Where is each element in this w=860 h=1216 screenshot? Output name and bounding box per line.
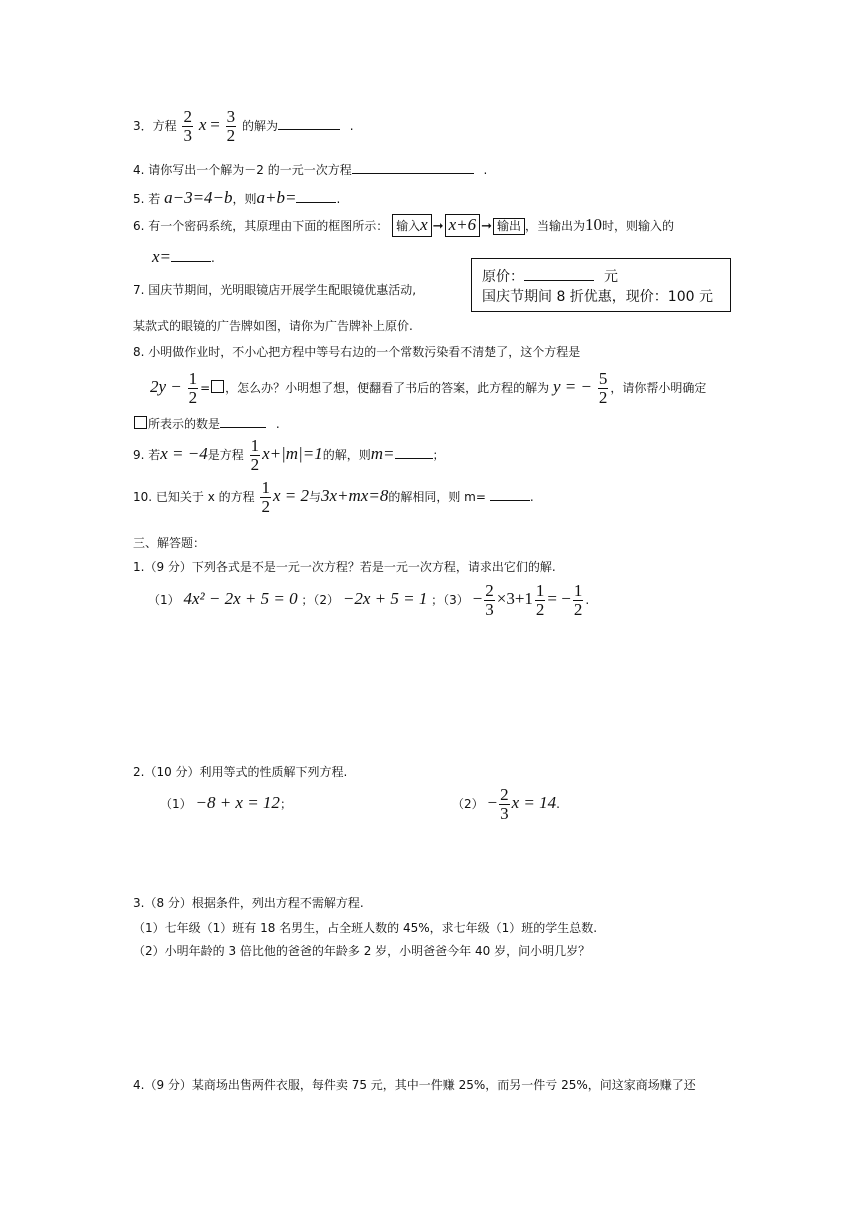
answer-blank[interactable] <box>490 489 530 501</box>
answer-blank[interactable] <box>220 416 266 428</box>
fraction: $\frac{2}{3}$ <box>485 581 494 619</box>
answer-blank[interactable] <box>296 191 336 203</box>
fraction: $\frac{2}{3}$ <box>500 785 509 823</box>
question-8-line3: 所表示的数是 . <box>133 416 280 430</box>
fraction: $\frac{5}{2}$ <box>598 369 608 407</box>
fraction: $\frac{1}{2}$ <box>188 369 198 407</box>
question-4: 4. 请你写出一个解为－2 的一元一次方程 . <box>133 163 488 177</box>
question-10: 10. 已知关于 x 的方程 $\frac{1}{2}$ x = 2与3x+mx=8的解相同，则 m= . <box>133 478 534 516</box>
advertisement-board <box>471 258 731 312</box>
question-8-line2: 2y − $\frac{1}{2}$ = ，怎么办？小明想了想，便翻看了书后的答案，此方程的解为 y = − $\frac{5}{2}$ ，请你帮小明确定 <box>150 369 707 407</box>
question-7-line1: 7. 国庆节期间，光明眼镜店开展学生配眼镜优惠活动, <box>133 283 417 297</box>
answer-blank[interactable] <box>395 447 433 459</box>
ad-discount-line: 国庆节期间 8 折优惠，现价：100 元 <box>482 289 713 306</box>
question-8-line1: 8. 小明做作业时，不小心把方程中等号右边的一个常数污染看不清楚了，这个方程是 <box>133 345 581 359</box>
flow-box-input: 输入x <box>392 214 432 237</box>
flow-box-process: x+6 <box>445 214 481 237</box>
section-title: 三、解答题： <box>133 536 206 550</box>
problem-3-line3: （2）小明年龄的 3 倍比他的爸爸的年龄多 2 岁，小明爸爸今年 40 岁，问小明几岁？ <box>133 944 591 958</box>
ad-original-price: 原价： 元 <box>482 269 618 285</box>
question-6-line2: x= . <box>152 247 215 266</box>
fraction: $\frac{2}{3}$ <box>183 107 192 145</box>
problem-3-line1: 3.（8 分）根据条件，列出方程不需解方程. <box>133 896 364 910</box>
problem-1-equations: （1） 4x² − 2x + 5 = 0 ；（2） −2x + 5 = 1 ；（3） − $\frac{2}{3}$ ×3+1 $\frac{1}{2}$ = − $\frac{1}{2}$ . <box>148 581 590 619</box>
question-3: 3．方程 $\frac{2}{3}$ x = $\frac{3}{2}$ 的解为 . <box>133 107 354 145</box>
flow-box-output: 输出 <box>493 218 525 235</box>
arrow-right-icon: ➞ <box>481 219 492 234</box>
fraction: $\frac{1}{2}$ <box>261 478 270 516</box>
question-9: 9. 若x = −4是方程 $\frac{1}{2}$ x+|m|=1的解，则m= ； <box>133 436 445 474</box>
arrow-right-icon: ➞ <box>432 219 444 234</box>
question-7-line2: 某款式的眼镜的广告牌如图，请你为广告牌补上原价. <box>133 319 413 333</box>
problem-4-line1: 4.（9 分）某商场出售两件衣服，每件卖 75 元，其中一件赚 25%，而另一件亏 25%，问这家商场赚了还 <box>133 1078 696 1092</box>
answer-blank[interactable] <box>278 118 340 130</box>
problem-2-line1: 2.（10 分）利用等式的性质解下列方程. <box>133 765 348 779</box>
fraction: $\frac{1}{2}$ <box>573 581 583 619</box>
answer-blank[interactable] <box>171 250 211 262</box>
answer-blank[interactable] <box>524 267 594 281</box>
problem-2-equation-a: （1） −8 + x = 12； <box>160 793 292 812</box>
problem-3-line2: （1）七年级（1）班有 18 名男生，占全班人数的 45%，求七年级（1）班的学生总数. <box>133 921 598 935</box>
answer-blank[interactable] <box>352 162 474 174</box>
fraction: $\frac{1}{2}$ <box>250 436 260 474</box>
fraction: $\frac{3}{2}$ <box>226 107 236 145</box>
problem-2-equation-b: （2） − $\frac{2}{3}$ x = 14. <box>452 785 560 823</box>
blank-square-icon <box>211 380 224 393</box>
blank-square-icon <box>134 416 147 429</box>
problem-1-line1: 1.（9 分）下列各式是不是一元一次方程？若是一元一次方程，请求出它们的解. <box>133 560 556 574</box>
question-5: 5. 若 a−3=4−b，则a+b= . <box>133 188 341 207</box>
fraction: $\frac{1}{2}$ <box>535 581 545 619</box>
question-6: 6. 有一个密码系统，其原理由下面的框图所示： 输入x ➞ x+6 ➞ 输出 ，当输出为10时，则输入的 <box>133 214 674 237</box>
